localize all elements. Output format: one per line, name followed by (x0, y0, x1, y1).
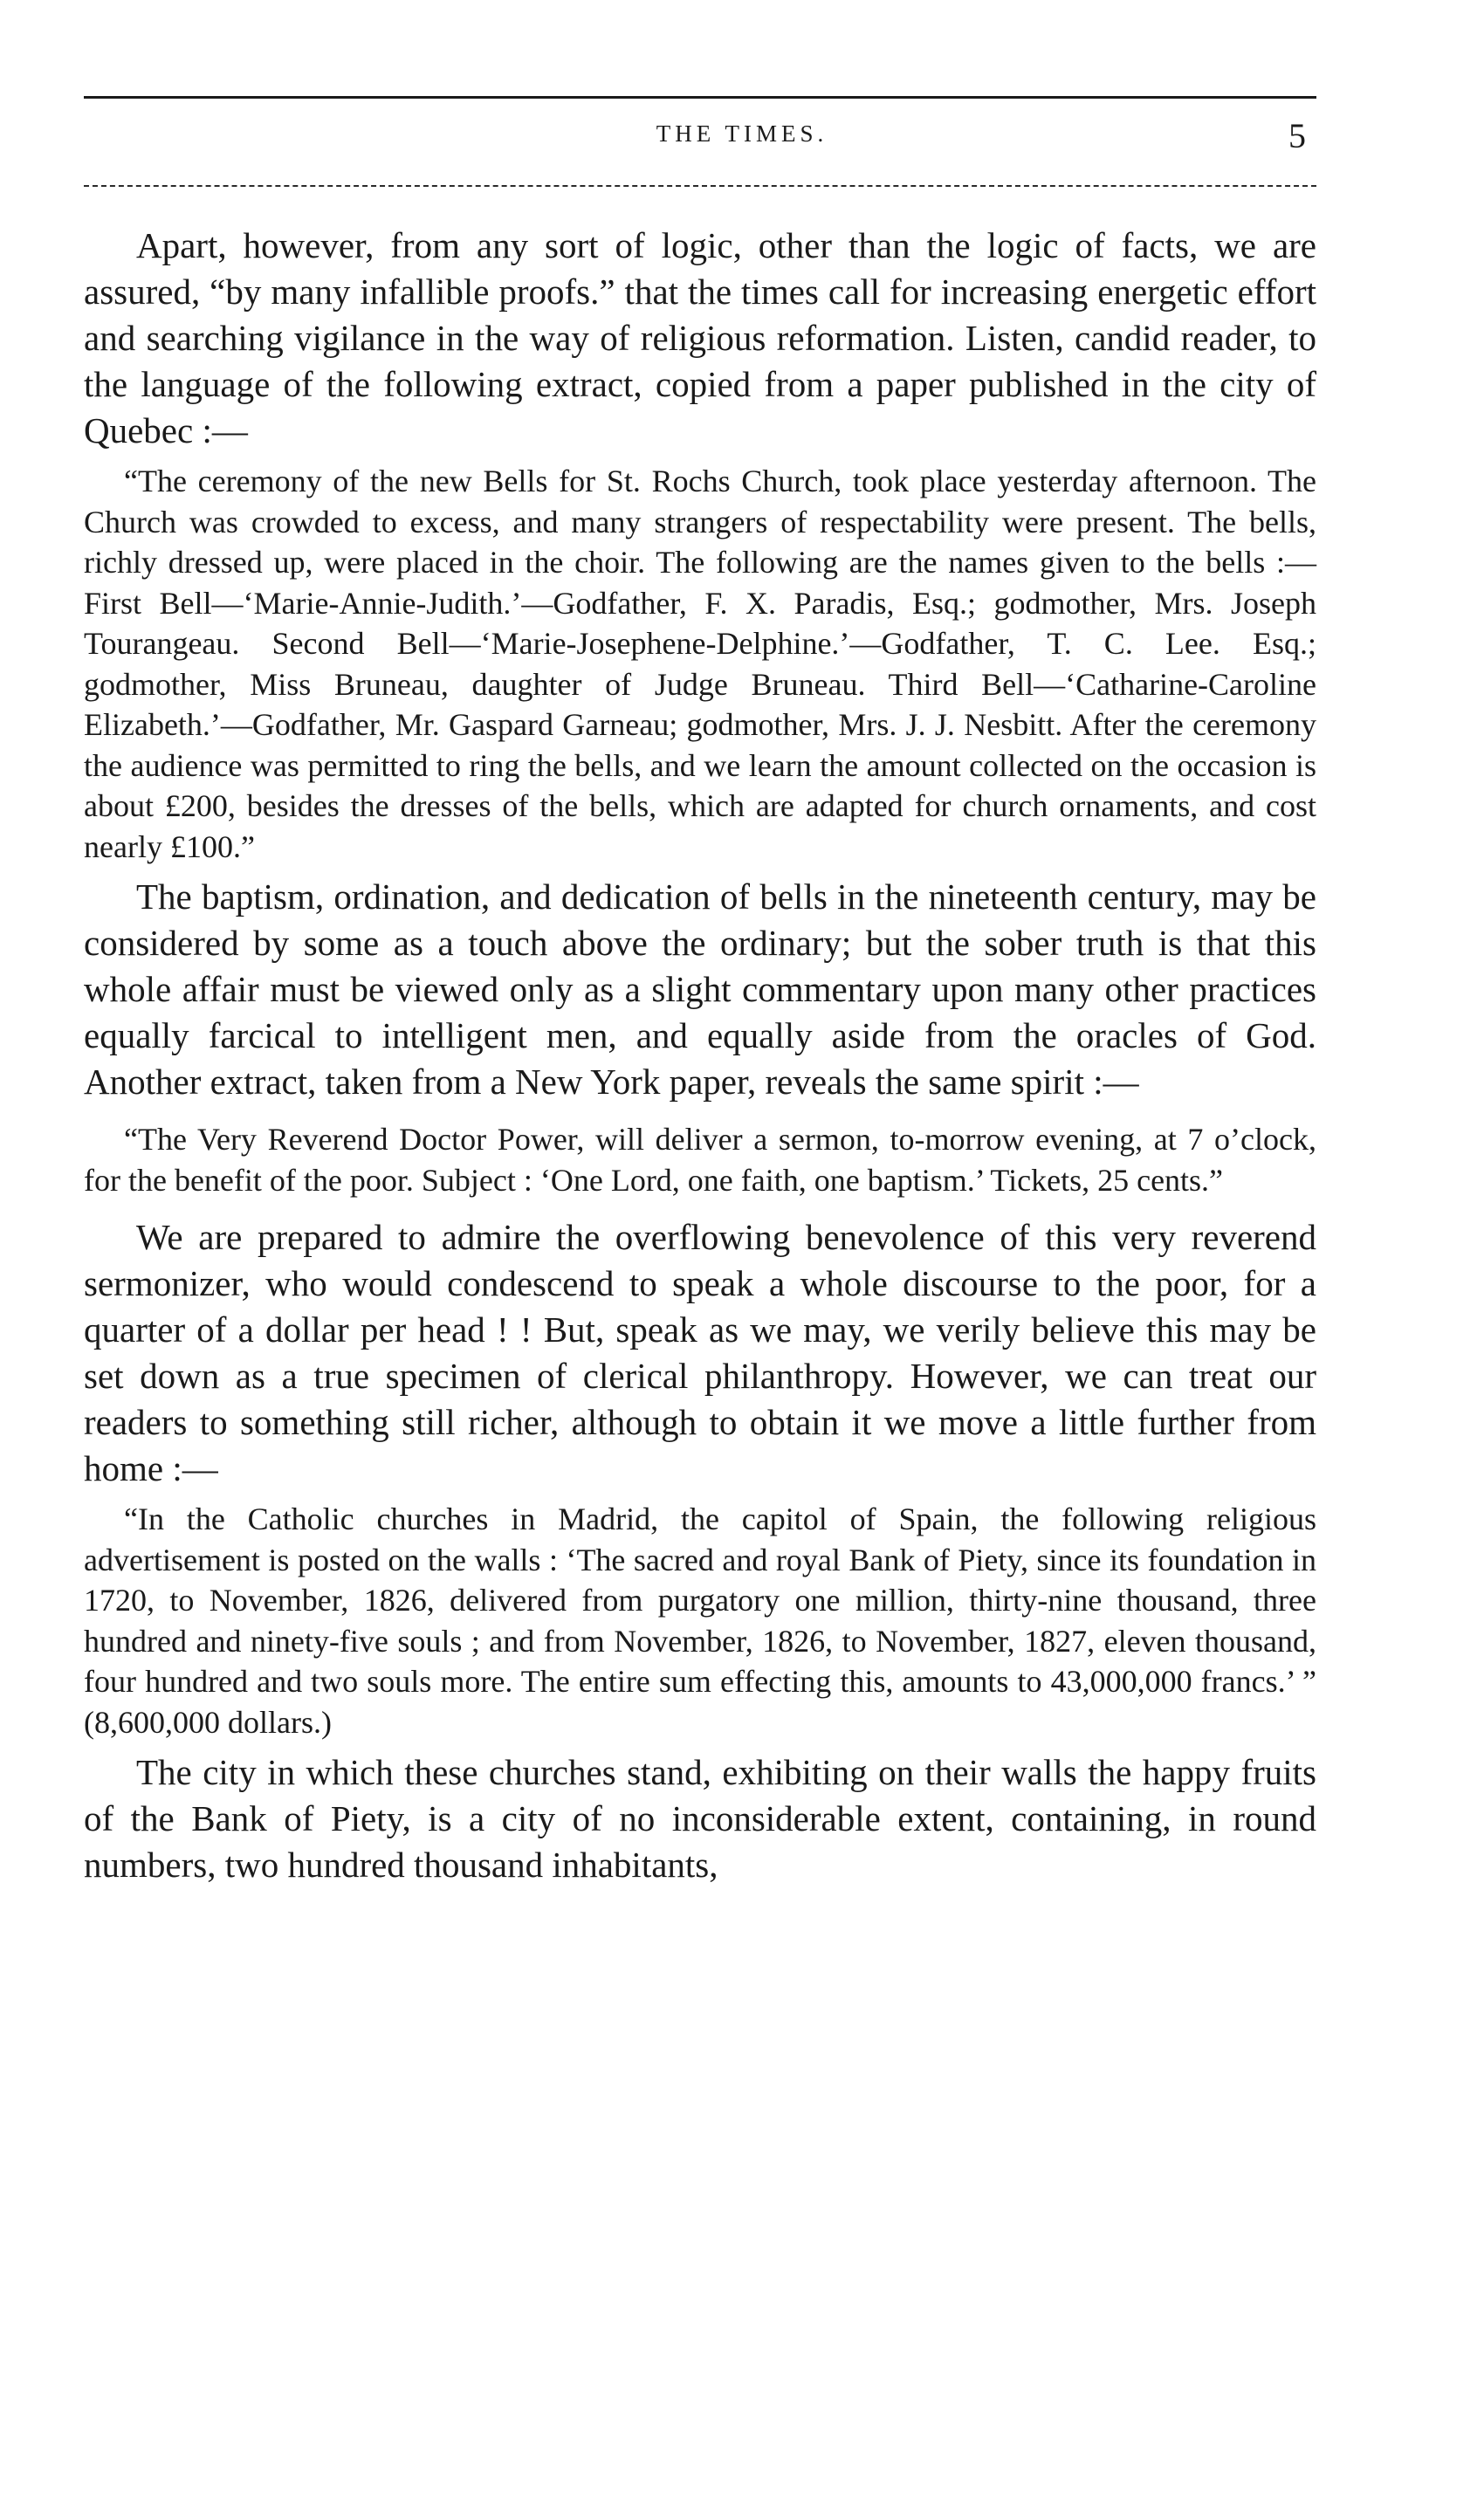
extract-madrid-bank-of-piety: “In the Catholic churches in Madrid, the capitol of Spain, the following religious advertisement is posted on the walls : ‘The sacred and royal Bank of Piety, since its foundation in 1720, to November, 1826, delivered from purgatory one million, thirty-nine thousand, three hundred and ninety-five souls ; and from November, 1826, to November, 1827, eleven thousand, four hundred and two souls more. The entire sum effecting this, amounts to 43,000,000 francs.’ ” (8,600,000 dollars.) (84, 1501, 1316, 1740)
paragraph-city-of-madrid: The city in which these churches stand, exhibiting on their walls the happy fruits of the Bank of Piety, is a city of no inconsiderable extent, containing, in round numbers, two hundred thousand inhabitants, (84, 1752, 1316, 1885)
top-rule (84, 96, 1316, 99)
extract-quebec-bells: “The ceremony of the new Bells for St. Rochs Church, took place yesterday afternoon. The Church was crowded to excess, and many strangers of respectability were present. The bells, richly dressed up, were placed in the choir. The following are the names given to the bells :—First Bell—‘Marie-Annie-Judith.’—Godfather, F. X. Paradis, Esq.; godmother, Mrs. Joseph Tourangeau. Second Bell—‘Marie-Josephene-Delphine.’—Godfather, T. C. Lee. Esq.; godmother, Miss Bruneau, daughter of Judge Bruneau. Third Bell—‘Catharine-Caroline Elizabeth.’—Godfather, Mr. Gaspard Garneau; godmother, Mrs. J. J. Nesbitt. After the ceremony the audience was permitted to ring the bells, and we learn the amount collected on the occasion is about £200, besides the dresses of the bells, which are adapted for church ornaments, and cost nearly £100.” (84, 464, 1316, 864)
running-title: THE TIMES. (656, 120, 828, 147)
header-rule (84, 185, 1316, 187)
text-column (84, 223, 1316, 1888)
running-head (0, 116, 1484, 155)
page-number: 5 (1288, 116, 1306, 155)
extract-new-york-sermon: “The Very Reverend Doctor Power, will deliver a sermon, to-morrow evening, at 7 o’clock, for the benefit of the poor. Subject : ‘One Lord, one faith, one baptism.’ Tickets, 25 cents.” (84, 1122, 1316, 1198)
paragraph-baptism-of-bells: The baptism, ordination, and dedication of bells in the nineteenth century, may be considered by some as a touch above the ordinary; but the sober truth is that this whole affair must be viewed only as a slight commentary upon many other practices equally farcical to intelligent men, and equally aside from the oracles of God. Another extract, taken from a New York paper, reveals the same spirit :— (84, 876, 1316, 1102)
paragraph-logic-of-facts: Apart, however, from any sort of logic, other than the logic of facts, we are assured, “by many infallible proofs.” that the times call for increasing energetic effort and searching vigilance in the way of religious reformation. Listen, candid reader, to the language of the following extract, copied from a paper published in the city of Quebec :— (84, 225, 1316, 450)
paragraph-benevolence: We are prepared to admire the overflowing benevolence of this very reverend sermonizer, who would condescend to speak a whole discourse to the poor, for a quarter of a dollar per head ! ! But, speak as we may, we verily believe this may be set down as a true specimen of clerical philanthropy. However, we can treat our readers to something still richer, although to obtain it we move a little further from home :— (84, 1217, 1316, 1488)
